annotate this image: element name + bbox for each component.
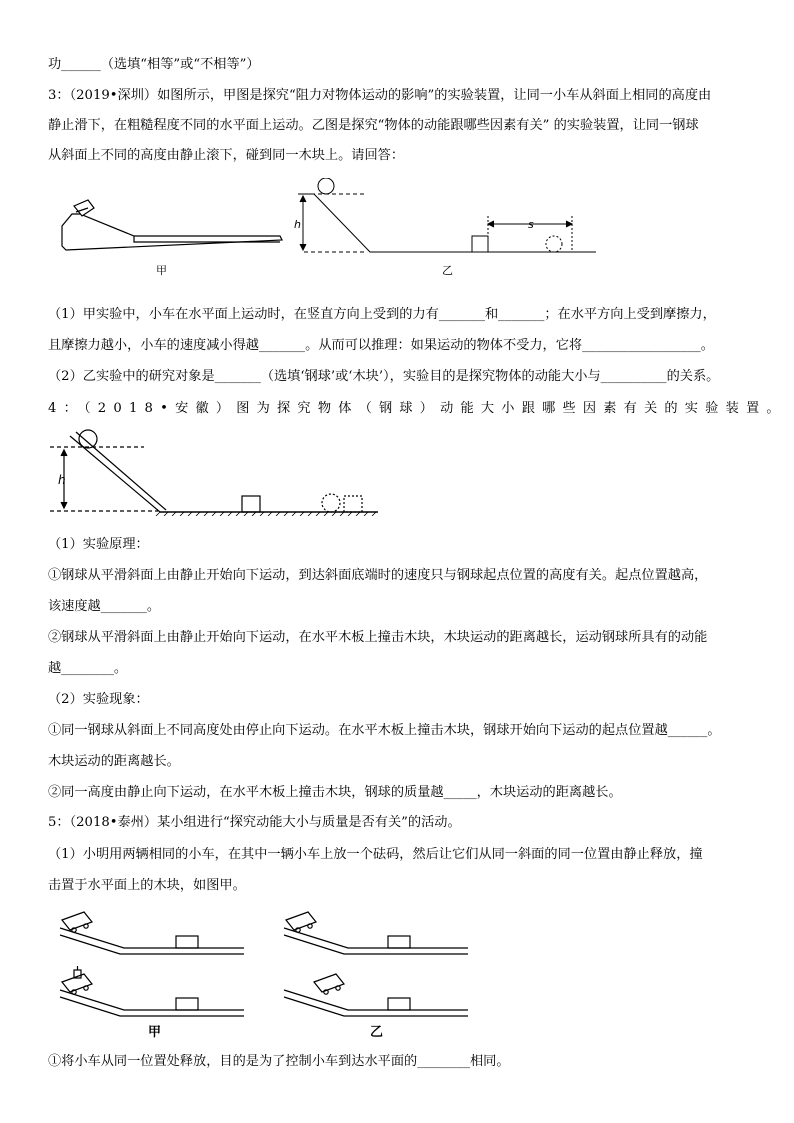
ramp-apparatus-yi (298, 178, 596, 252)
fig1-s-label: s (528, 218, 534, 231)
question-4: 4：（2018•安徽）图为探究物体（钢球）动能大小跟哪些因素有关的实验装置。 (48, 401, 787, 416)
fig1-label-yi: 乙 (442, 264, 453, 277)
text-line: ①同一钢球从斜面上不同高度处由停止向下运动。在水平木板上撞击木块，钢球开始向下运动的起点位置越______。 (48, 723, 721, 738)
text-line: ①钢球从平滑斜面上由静止开始向下运动，到达斜面底端时的速度只与钢球起点位置的高度有关。起点位置越高， (48, 568, 708, 583)
fig2-h-label: h (58, 473, 66, 487)
question-3-part-2: （2）乙实验中的研究对象是_______（选填‘钢球’或‘木块’），实验目的是探究物体的动能大小与__________的关系。 (48, 369, 720, 384)
text-line: 木块运动的距离越长。 (48, 754, 180, 769)
text-line: 该速度越_______。 (48, 599, 161, 614)
question-5-item-1: ①将小车从同一位置处释放，目的是为了控制小车到达水平面的________相同。 (48, 1054, 510, 1069)
question-4-part-1: （1）实验原理： (48, 537, 149, 552)
text-line: 击置于水平面上的木块，如图甲。 (48, 878, 246, 893)
text-line: 静止滑下，在粗糙程度不同的水平面上运动。乙图是探究“物体的动能跟哪些因素有关” 的实验装置，让同一钢球 (48, 118, 699, 133)
question-5-part-1: （1）小明用两辆相同的小车，在其中一辆小车上放一个砝码，然后让它们从同一斜面的同一位置由静止释放，撞 (48, 847, 703, 862)
figure-2 (48, 426, 388, 516)
text-line: ②同一高度由静止向下运动，在水平木板上撞击木块，钢球的质量越_____，木块运动的距离越长。 (48, 785, 622, 800)
text-line: ②钢球从平滑斜面上由静止开始向下运动，在水平木板上撞击木块，木块运动的距离越长，运动钢球所具有的动能 (48, 630, 708, 645)
text-line: 且摩擦力越小，小车的速度减小得越_______。从而可以推理：如果运动的物体不受力，它将__________________。 (48, 338, 714, 353)
question-3: 3：（2019•深圳）如图所示，甲图是探究“阻力对物体运动的影响”的实验装置，让同一小车从斜面上相同的高度由 (48, 88, 712, 103)
question-3-part-1: （1）甲实验中，小车在水平面上运动时，在竖直方向上受到的力有_______和_______；在水平方向上受到摩擦力， (48, 307, 716, 322)
fig3-label-jia: 甲 (148, 1025, 162, 1038)
figure-3 (58, 908, 478, 1038)
figure-1 (60, 178, 620, 278)
ramp-setup-yi (284, 912, 468, 1016)
question-4-part-2: （2）实验现象： (48, 692, 149, 707)
fig1-label-jia: 甲 (156, 264, 167, 277)
ramp-apparatus-jia (62, 200, 282, 250)
text-line: 从斜面上不同的高度由静止滚下，碰到同一木块上。请回答： (48, 148, 405, 163)
fig3-label-yi: 乙 (370, 1025, 384, 1038)
question-5: 5：（2018•泰州）某小组进行“探究动能大小与质量是否有关”的活动。 (48, 815, 461, 830)
text-line: 功______（选填“相等”或“不相等”） (48, 57, 260, 72)
text-line: 越________。 (48, 661, 128, 676)
fig1-h-label: h (294, 218, 301, 231)
ramp-setup-jia (60, 912, 244, 1016)
